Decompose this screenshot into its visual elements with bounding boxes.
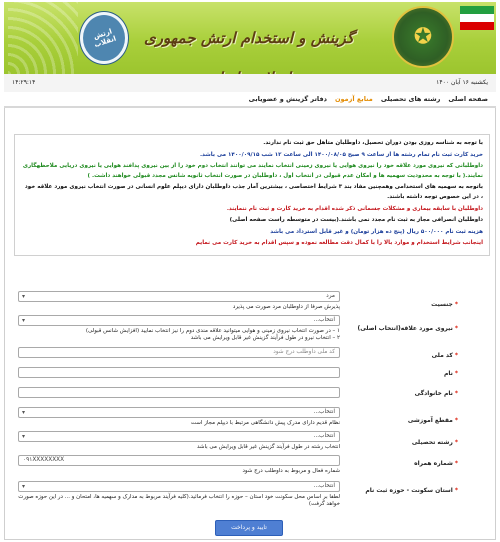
province-help: لطفا بر اساس محل سکونت خود استان – حوزه را انتخاب فرمائید.(کلیه فرآیند مربوط به مدارک و سهمیه ها، امتحان و ... در این حوزه صورت خواهد گرفت) <box>18 494 340 507</box>
notice-withdrawn: داوطلبان انصرافی مجاز به ثبت نام مجدد نمی باشند.(بیست در متوسطه راست صفحه اصلی) <box>229 217 483 224</box>
phone-input[interactable]: ۰۹۱XXXXXXXX <box>18 455 340 466</box>
education-select[interactable]: انتخاب... ▾ <box>18 407 340 418</box>
iran-flag-icon <box>460 6 494 30</box>
notice-second-choice: داوطلبانی که نیروی مورد علاقه خود را نیروی هوایی یا نیروی زمینی انتخاب نمایند می توانند انتخاب دوم خود را از بین نیروی پدافند هوایی یا نیروی دریایی ملاحظهگاری نمایند.( با توجه به محدودیت سهمیه ها و امکان عدم قبولی در انتخاب اول ، داوطلبان در صورت انتخاب ثانویه شانس مجدد قبولی خواهند داشت. ) <box>22 163 483 179</box>
notice-medical: داوطلبان با سابقه بیماری و مشکلات جسمانی ذکر شده اقدام به خرید کارت و ثبت نام ننمایند. <box>226 205 483 212</box>
education-help: نظام قدیم دارای مدرک پیش دانشگاهی مرتبط با دیپلم مجاز است <box>190 420 340 426</box>
gender-label: *جنسیت <box>431 301 458 308</box>
nav-item-offices[interactable]: دفاتر گزینش و عضویابی <box>248 95 327 103</box>
field-label: *رشته تحصیلی <box>411 439 458 446</box>
current-time: ۱۴:۲۹:۱۴ <box>12 79 36 86</box>
site-title: گزینش و استخدام ارتش جمهوری <box>144 29 354 47</box>
national-id-label: *کد ملی <box>431 352 458 359</box>
registration-form <box>4 287 494 507</box>
current-date: یکشنبه ۱۶ آبان ۱۴۰۰ <box>436 79 488 86</box>
notice-agreement: اینجانب شرایط استخدام و موارد بالا را با کمال دقت مطالعه نموده و سپس اقدام به خرید کارت می نمایم <box>195 240 483 247</box>
first-name-input[interactable] <box>18 367 340 378</box>
phone-label: *شماره همراه <box>414 460 458 467</box>
gender-help: پذیرش صرفا از داوطلبان مرد صورت می پذیرد <box>232 304 340 310</box>
notice-dates: خرید کارت ثبت نام تمام رشته ها از ساعت ۹ صبح ۱۴۰۰/۰۸/۰۵ الی ساعت ۱۲ شب ۱۴۰۰/۰۹/۱۵ می باشد. <box>199 151 483 158</box>
province-select[interactable]: انتخاب... ▾ <box>18 481 340 492</box>
force-label: *نیروی مورد علاقه(انتخاب اصلی) <box>357 325 458 332</box>
first-name-label: *نام <box>443 370 458 377</box>
submit-pay-button[interactable]: تایید و پرداخت <box>215 520 283 536</box>
army-seal-logo: ارتش انقلاب <box>80 12 128 64</box>
last-name-input[interactable] <box>18 387 340 398</box>
notice-box <box>14 134 490 256</box>
nav-item-home[interactable]: صفحه اصلی <box>448 95 488 103</box>
notice-quota: باتوجه به سهمیه های استخدامی وهمچنین مفاد بند ۳ شرایط اختصاصی ، بیشترین آمار جذب داوطلبان دارای دیپلم علوم انسانی در صورت انتخاب نیروی مورد علاقه خود ، در این خصوص توجه داشته باشند. <box>24 184 483 200</box>
notice-fee: هزینه ثبت نام ۵۰۰/۰۰۰ ریال (پنج ده هزار تومان) و غیر قابل استرداد می باشد <box>270 228 483 235</box>
field-select[interactable]: انتخاب... ▾ <box>18 431 340 442</box>
field-help: انتخاب رشته در طول فرآیند گزینش غیر قابل ویرایش می باشد <box>196 444 340 450</box>
force-help: ۱ – در صورت انتخاب نیروی زمینی و هوایی میتوانید علاقه مندی دوم را نیز انتخاب نمایید (افزایش شانس قبولی) ۲ – انتخاب نیرو در طول فرآیند گزینش غیر قابل ویرایش می باشد <box>85 328 340 341</box>
national-id-input[interactable]: کد ملی داوطلب درج شود <box>18 347 340 358</box>
nav-item-exam-resources[interactable]: منابع آزمون <box>334 95 373 103</box>
last-name-label: *نام خانوادگی <box>414 390 458 397</box>
force-select[interactable]: انتخاب... ▾ <box>18 315 340 326</box>
education-label: *مقطع آموزشی <box>407 417 458 424</box>
main-content <box>14 112 490 256</box>
province-label: *استان سکونت - حوزه ثبت نام <box>365 487 458 494</box>
gender-select[interactable]: مرد ▾ <box>18 291 340 302</box>
nav-item-majors[interactable]: رشته های تحصیلی <box>380 95 441 103</box>
notice-married: با توجه به شناسه روزی بودن دوران تحصیل، داوطلبان متاهل حق ثبت نام ندارند. <box>263 140 483 146</box>
header-banner <box>4 2 496 74</box>
main-navigation <box>4 92 496 108</box>
decorative-pattern <box>8 2 78 74</box>
phone-help: شماره فعال و مربوط به داوطلب درج شود <box>242 468 340 474</box>
date-bar <box>4 74 496 93</box>
army-emblem-icon: ✪ <box>392 6 454 68</box>
